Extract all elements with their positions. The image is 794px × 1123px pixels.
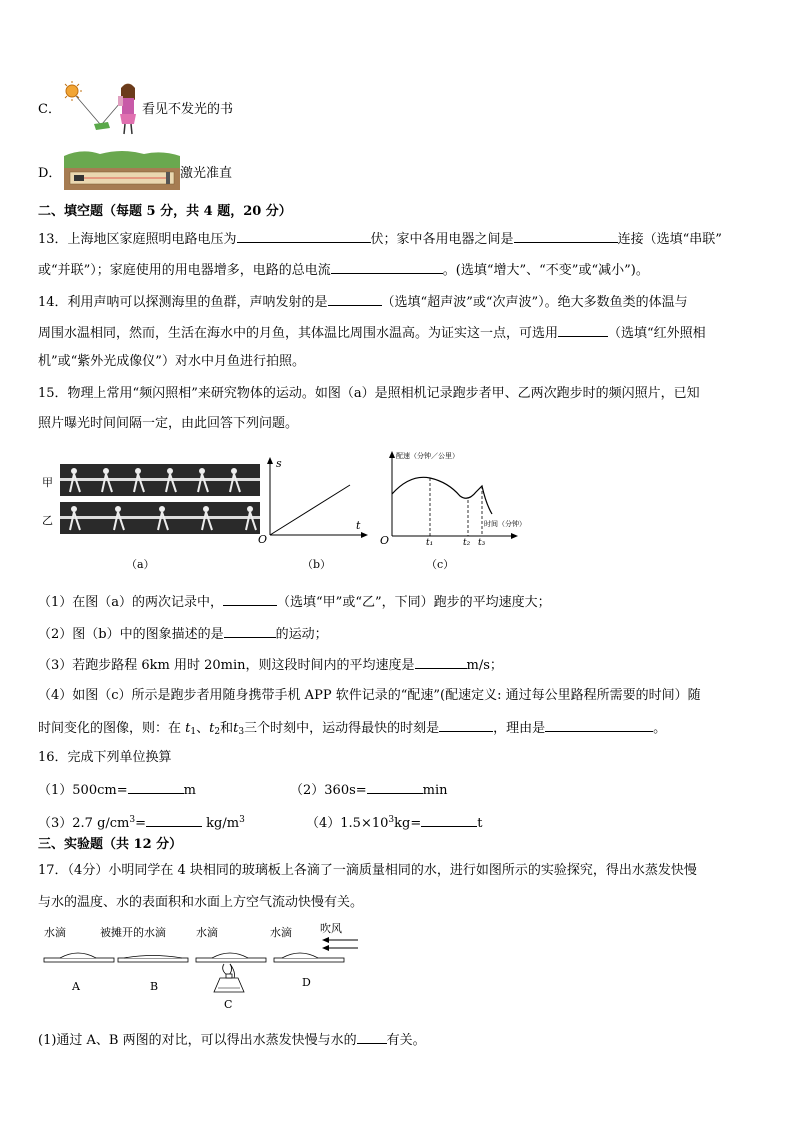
q15-fig-a-caption: （a）: [126, 558, 155, 571]
q15-sub4-sep1: 、: [196, 721, 210, 736]
q17-sub1: [38, 1030, 426, 1050]
evaporation-experiment-diagram: [38, 920, 368, 1020]
q17-line2: 与水的温度、水的表面积和水面上方空气流动快慢有关。: [38, 895, 364, 910]
q15-sub4-text-b: 三个时刻中，运动得最快的时刻是: [244, 721, 440, 736]
fig-label-drop-d: 水滴: [270, 926, 292, 939]
fig-label-B: B: [150, 980, 159, 993]
s-t-graph: [256, 455, 371, 545]
q15-sub3-text-b: m/s；: [466, 658, 503, 673]
q14-text-1: 14．利用声呐可以探测海里的鱼群，声呐发射的是: [38, 295, 328, 310]
q16-item1: [38, 780, 196, 800]
sun-girl-book-illustration: [64, 80, 144, 136]
option-d-letter: D．: [38, 166, 62, 181]
q15-figure-c: [378, 448, 538, 573]
q16-item2-text-a: （2）360s=: [290, 783, 367, 798]
q13-text-1: 13．上海地区家庭照明电路电压为: [38, 232, 237, 247]
q14-line3: [38, 353, 305, 371]
q13-blank-connection[interactable]: [514, 229, 618, 243]
q16-item4-text-b: t: [477, 816, 483, 831]
q16-item4-eq: kg=: [394, 816, 422, 831]
q14-text-4: （选填“红外照相: [608, 326, 706, 341]
q16-item4: [306, 811, 482, 833]
q17-sub1-text-a: (1)通过 A、B 两图的对比，可以得出水蒸发快慢与水的: [38, 1033, 357, 1048]
q14-text-5: 机”或“紫外光成像仪”）对水中月鱼进行拍照。: [38, 354, 305, 369]
q15-sub1-blank[interactable]: [223, 592, 277, 606]
q15-sub4-t3-sub: 3: [238, 727, 245, 737]
q15-sub2-text-b: 的运动；: [275, 627, 328, 642]
q14-line1: [38, 292, 688, 312]
q15-sub4-line2: [38, 718, 666, 741]
pace-tick-t2: t₂: [463, 538, 471, 546]
q15-sub4-text-a: 时间变化的图像，则：在: [38, 721, 186, 736]
q15-row-jia-label: 甲: [42, 476, 53, 489]
q15-sub4-text-c: ，理由是: [493, 721, 546, 736]
fig-label-drop-c: 水滴: [196, 926, 218, 939]
fig-label-D: D: [302, 976, 311, 989]
q13-line1: [38, 229, 722, 249]
q14-blank-wave[interactable]: [328, 292, 382, 306]
origin-label-b: O: [258, 533, 268, 545]
fig-label-wind: 吹风: [320, 922, 342, 935]
fig-label-A: A: [72, 980, 80, 993]
q15-sub1-text-b: （选填“甲”或“乙”，下同）跑步的平均速度大；: [277, 595, 551, 610]
q13-line2: [38, 260, 649, 280]
q13-text-4: 或“并联”）；家庭使用的用电器增多，电路的总电流: [38, 263, 331, 278]
q14-line2: [38, 323, 706, 343]
section-3-title: 三、实验题（共 12 分）: [38, 837, 183, 852]
q15-sub4-t1: t: [185, 721, 191, 736]
q15-sub4-t2: t: [209, 721, 215, 736]
q15-sub4-t1-sub: 1: [190, 727, 197, 737]
q15-sub1-text-a: （1）在图（a）的两次记录中，: [38, 595, 224, 610]
q16-item2-blank[interactable]: [367, 780, 423, 794]
q15-sub4-line1: （4）如图（c）所示是跑步者用随身携带手机 APP 软件记录的“配速”(配速定义: 通过每公里路程所需要的时间）随: [38, 688, 701, 703]
q16-item1-text-a: （1）500cm=: [38, 783, 128, 798]
q15-sub4-t2-sub: 2: [214, 727, 221, 737]
s-axis-label: s: [276, 457, 282, 470]
pace-x-axis-label: 时间（分钟）: [484, 520, 526, 528]
q13-blank-current[interactable]: [331, 260, 443, 274]
q16-item3-eq: =: [135, 816, 147, 831]
option-c-letter: C．: [38, 102, 61, 117]
q13-text-3: 连接（选填“串联”: [617, 232, 722, 247]
option-d: [38, 146, 258, 190]
q15-fig-b-caption: （b）: [302, 558, 332, 571]
t-axis-label: t: [356, 519, 361, 532]
q16-item1-blank[interactable]: [128, 780, 184, 794]
q15-sub2: [38, 624, 328, 644]
q15-sub2-blank[interactable]: [224, 624, 276, 638]
q17-line1: 17．（4分）小明同学在 4 块相同的玻璃板上各滴了一滴质量相同的水，进行如图所示的实验探究，得出水蒸发快慢: [38, 863, 697, 878]
strobe-photo-strips: [60, 464, 260, 536]
q16-title: 16．完成下列单位换算: [38, 750, 172, 765]
q13-blank-voltage[interactable]: [237, 229, 371, 243]
q14-text-2: （选填“超声波”或“次声波”）。绝大多数鱼类的体温与: [381, 295, 688, 310]
q16-item4-blank[interactable]: [421, 813, 477, 827]
q16-item3: [38, 811, 245, 833]
fig-label-spread-drop: 被摊开的水滴: [100, 926, 166, 939]
q16-item2-text-b: min: [422, 783, 448, 798]
q16-item3-sup: 3: [129, 815, 136, 825]
q15-figure-a: [42, 460, 262, 572]
q17-sub1-blank[interactable]: [357, 1030, 387, 1044]
q16-item2: [290, 780, 448, 800]
pace-y-axis-label: 配速（分钟／公里）: [396, 452, 459, 460]
fig-label-drop-a: 水滴: [44, 926, 66, 939]
q15-sub3: [38, 655, 503, 675]
section-2-title: 二、填空题（每题 5 分，共 4 题，20 分）: [38, 204, 292, 219]
q16-item1-text-b: m: [183, 783, 196, 798]
q16-item4-sup: 3: [388, 815, 395, 825]
q13-text-5: 。(选填“增大”、“不变”或“减小”)。: [442, 263, 649, 278]
q15-sub4-t3: t: [233, 721, 239, 736]
q17-figure: [38, 920, 368, 1020]
q14-blank-device[interactable]: [558, 323, 608, 337]
q16-item3-text-a: （3）2.7 g/cm: [38, 816, 130, 831]
option-d-text: 激光准直: [180, 166, 233, 181]
q16-item3-unit-sup: 3: [239, 815, 245, 825]
q15-sub3-blank[interactable]: [415, 655, 467, 669]
q16-item3-text-b: kg/m: [202, 816, 240, 831]
q15-sub3-text-a: （3）若跑步路程 6km 用时 20min，则这段时间内的平均速度是: [38, 658, 415, 673]
laser-tunnel-illustration: [64, 148, 180, 190]
q15-row-yi-label: 乙: [42, 514, 53, 527]
origin-label-c: O: [380, 534, 390, 546]
q15-line2: 照片曝光时间间隔一定，由此回答下列问题。: [38, 416, 299, 431]
pace-time-graph: [378, 448, 538, 546]
q16-item4-text-a: （4）1.5×10: [306, 816, 389, 831]
option-c-text: 看见不发光的书: [142, 102, 234, 117]
pace-tick-t1: t₁: [426, 538, 434, 546]
q17-sub1-text-b: 有关。: [386, 1033, 426, 1048]
q14-text-3: 周围水温相同，然而，生活在海水中的月鱼，其体温比周围水温高。为证实这一点，可选用: [38, 326, 559, 341]
pace-tick-t3: t₃: [478, 538, 486, 546]
q15-sub4-he: 和: [220, 721, 234, 736]
q15-fig-c-caption: （c）: [426, 558, 455, 571]
option-c: [38, 80, 298, 136]
q15-sub4-text-d: 。: [653, 721, 667, 736]
q16-item3-blank[interactable]: [146, 813, 202, 827]
q15-sub4-blank-reason[interactable]: [545, 718, 653, 732]
q15-figure-b: [256, 455, 371, 573]
q13-text-2: 伏；家中各用电器之间是: [370, 232, 514, 247]
q15-sub1: [38, 592, 551, 612]
q15-sub4-blank-time[interactable]: [439, 718, 493, 732]
fig-label-C: C: [224, 998, 233, 1011]
q15-line1: 15．物理上常用“频闪照相”来研究物体的运动。如图（a）是照相机记录跑步者甲、乙两次跑步时的频闪照片，已知: [38, 386, 700, 401]
q15-sub2-text-a: （2）图（b）中的图象描述的是: [38, 627, 224, 642]
